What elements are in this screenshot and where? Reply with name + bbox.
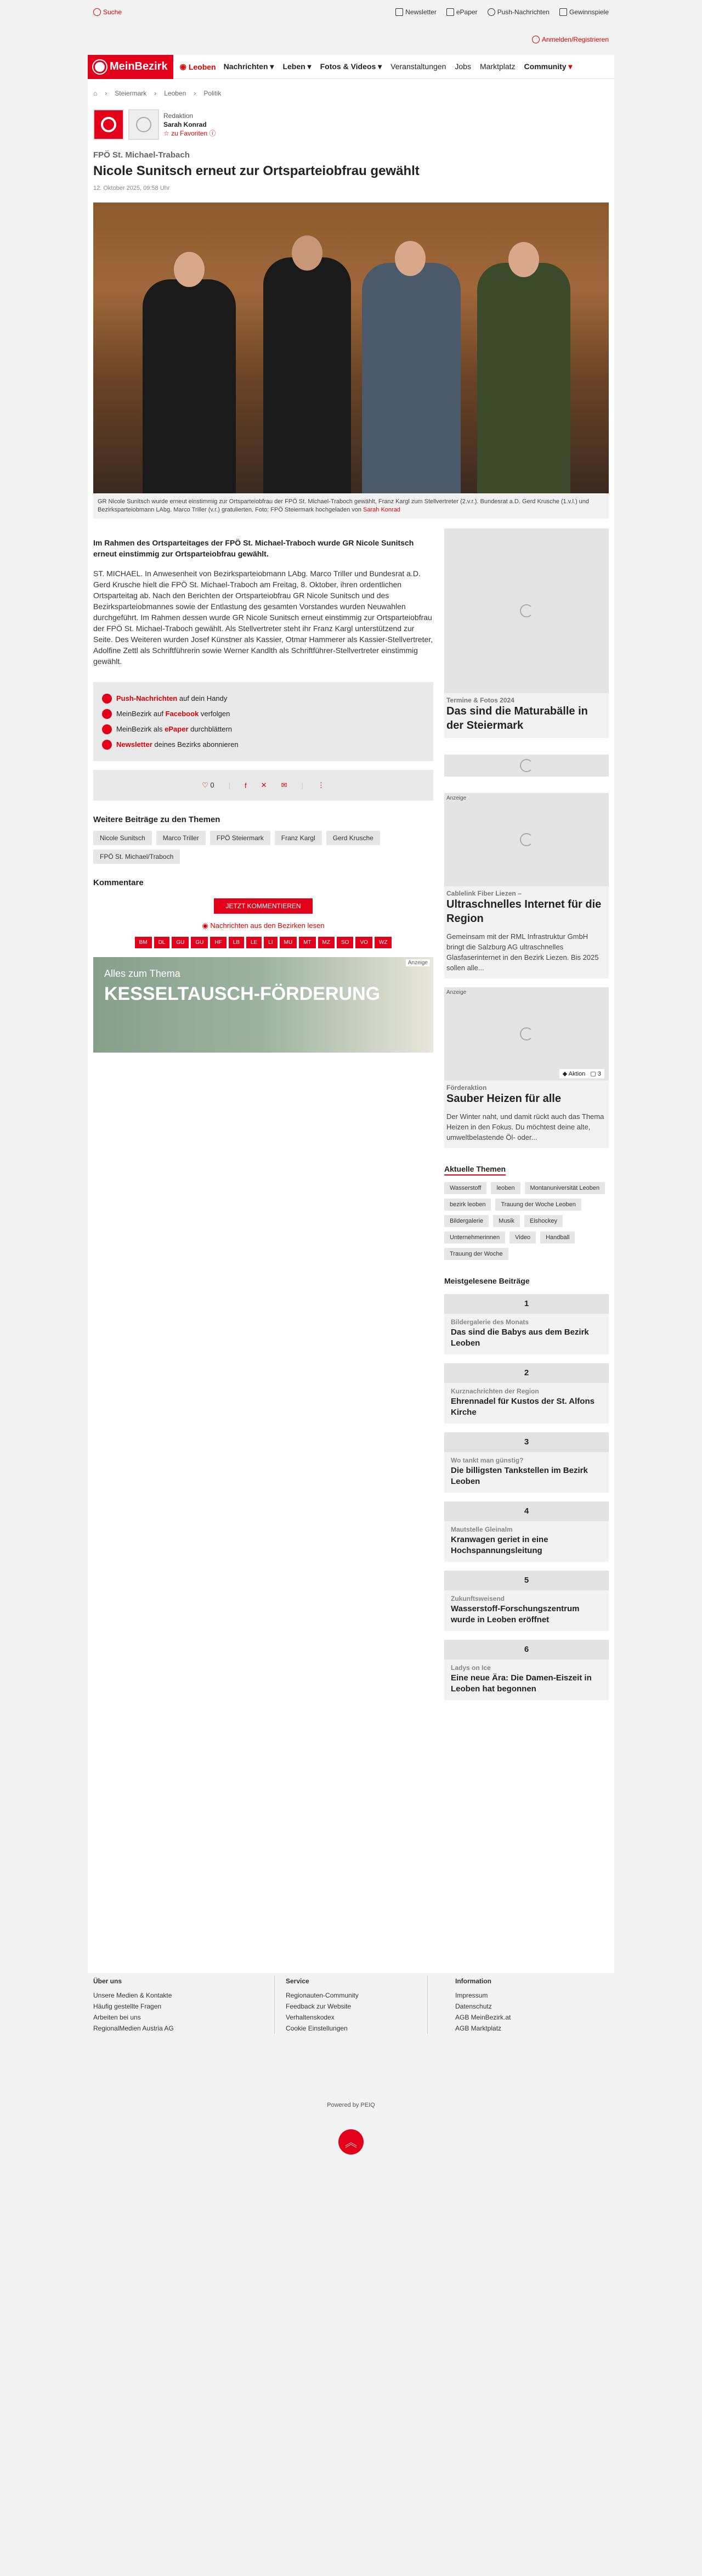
sidebar-ad-teaser[interactable]: Anzeige ◆ Aktion ▢ 3 Förderaktion Sauber Heizen für alle Der Winter naht, und damit rückt auch das Thema Heizen in den Fokus. Du möchtest deine alte, umweltbelastende Öl- oder... xyxy=(444,987,609,1148)
newspaper-icon xyxy=(446,8,454,16)
loading-spinner-icon xyxy=(520,604,533,617)
page xyxy=(88,0,614,1973)
most-read-item[interactable]: 6 Ladys on Ice Eine neue Ära: Die Damen-Eiszeit in Leoben hat begonnen xyxy=(444,1640,609,1700)
teaser-image xyxy=(444,528,609,693)
tag[interactable]: Nicole Sunitsch xyxy=(93,831,152,845)
district-button[interactable]: SO xyxy=(337,937,353,948)
article-body: ST. MICHAEL. In Anwesenheit von Bezirksparteiobmann LAbg. Marco Triller und Bundesrat a.D. Gerd Krusche hielt die FPÖ St. Michael-Traboch am Freitag, 8. Oktober, ihren ordentlichen Ortsparteitag ab. Nach den Berichten der Ortsparteiobfrau GR Nicole Sunitsch und des Bezirksparteiobmannes sowie der Entlastung des gesamten Vorstandes wurden Neuwahlen durchgeführt. Im Rahmen dessen wurde GR Nicole Sunitsch erneut einstimmig zur Ortsparteiobfrau der FPÖ St. Michael-Traboch gewählt. Als Stellvertreter steht ihr Franz Kargl unterstützend zur Seite. Des Weiteren wurden Josef Künstner als Kassier, Otmar Hammerer als Kassier-Stellvertreter, Adolfine Zettl als Schriftführerin sowie Werner Kandlth als Schriftführer-Stellvertreter einstimmig gewählt. xyxy=(93,569,433,666)
main-nav xyxy=(88,55,614,79)
gift-icon xyxy=(559,8,567,16)
district-button[interactable]: BM xyxy=(135,937,152,948)
content-columns xyxy=(88,528,614,1700)
footer-link[interactable]: Cookie Einstellungen xyxy=(286,2024,348,2032)
hero-image[interactable] xyxy=(93,203,609,493)
footer-link[interactable]: Unsere Medien & Kontakte xyxy=(93,1992,172,1999)
sidebar-teaser[interactable]: Termine & Fotos 2024 Das sind die Maturabälle in der Steiermark xyxy=(444,528,609,738)
sidebar xyxy=(444,528,609,1700)
district-button[interactable]: WZ xyxy=(375,937,392,948)
district-button[interactable]: GU xyxy=(172,937,189,948)
district-button[interactable]: LI xyxy=(264,937,277,948)
login-row xyxy=(88,24,614,55)
district-button[interactable]: HF xyxy=(210,937,226,948)
action-badge: ◆ Aktion ▢ 3 xyxy=(559,1069,604,1078)
epaper-row[interactable]: MeinBezirk als ePaper durchblättern xyxy=(102,722,424,737)
person-icon xyxy=(136,117,151,132)
chevron-up-icon: ︽ xyxy=(344,2135,357,2150)
powered-by: Powered by PEIQ xyxy=(327,2102,375,2108)
teaser-image: Anzeige xyxy=(444,793,609,886)
home-icon[interactable]: ⌂ xyxy=(93,89,98,97)
district-button[interactable]: LB xyxy=(229,937,244,948)
top-bar xyxy=(88,0,614,24)
mail-share-icon[interactable]: ✉ xyxy=(281,781,287,789)
topic-tag[interactable]: bezirk leoben xyxy=(444,1199,491,1211)
footer-link[interactable]: Häufig gestellte Fragen xyxy=(93,2003,162,2010)
footer-link[interactable]: Datenschutz xyxy=(455,2003,492,2010)
topic-tag[interactable]: Montanuniversität Leoben xyxy=(525,1182,605,1194)
comments-heading: Kommentare xyxy=(93,878,144,887)
topic-tag[interactable]: Trauung der Woche xyxy=(444,1248,508,1260)
main-column xyxy=(93,528,433,1700)
search-link[interactable]: Suche xyxy=(93,8,122,16)
most-read-item[interactable]: 1 Bildergalerie des Monats Das sind die Babys aus dem Bezirk Leoben xyxy=(444,1294,609,1354)
nav-item-marktplatz[interactable]: Marktplatz xyxy=(479,62,516,71)
newsletter-link[interactable]: Newsletter xyxy=(395,8,437,16)
user-icon xyxy=(532,36,540,43)
tag[interactable]: Gerd Krusche xyxy=(326,831,380,845)
loading-spinner-icon xyxy=(520,759,533,772)
sidebar-loading-slot xyxy=(444,755,609,777)
favorite-link[interactable]: ☆ zu Favoriten ⓘ xyxy=(163,130,216,137)
district-button[interactable]: DL xyxy=(154,937,170,948)
search-icon xyxy=(93,8,101,16)
current-topics xyxy=(444,1182,609,1260)
logo-sun-icon xyxy=(93,60,106,74)
topics-heading: Aktuelle Themen xyxy=(444,1165,506,1175)
district-news-link[interactable]: ◉ Nachrichten aus den Bezirken lesen xyxy=(202,921,325,930)
location-pin-icon: ◉ xyxy=(179,62,186,71)
most-read-item[interactable]: 5 Zukunftsweisend Wasserstoff-Forschungszentrum wurde in Leoben eröffnet xyxy=(444,1571,609,1631)
tag[interactable]: Franz Kargl xyxy=(275,831,322,845)
epaper-link[interactable]: ePaper xyxy=(446,8,478,16)
district-button[interactable]: VO xyxy=(355,937,372,948)
topic-tag[interactable]: Handball xyxy=(540,1231,575,1244)
nav-menu xyxy=(224,62,573,71)
nav-item-leben[interactable]: Leben ▾ xyxy=(282,62,312,71)
brand-avatar[interactable] xyxy=(93,109,124,140)
subscribe-box xyxy=(93,682,433,761)
footer-link[interactable]: Regionauten-Community xyxy=(286,1992,359,1999)
footer-link[interactable]: Impressum xyxy=(455,1992,488,1999)
topic-tags xyxy=(93,831,433,864)
nav-item-nachrichten[interactable]: Nachrichten ▾ xyxy=(223,62,274,71)
footer-link[interactable]: RegionalMedien Austria AG xyxy=(93,2024,174,2032)
article-header xyxy=(88,150,614,519)
most-read-item[interactable]: 3 Wo tankt man günstig? Die billigsten Tankstellen im Bezirk Leoben xyxy=(444,1432,609,1493)
loading-spinner-icon xyxy=(520,1027,533,1040)
author-name[interactable]: Sarah Konrad xyxy=(163,121,207,128)
image-caption: GR Nicole Sunitsch wurde erneut einstimmig zur Ortsparteiobfrau der FPÖ St. Michael-Traboch gewählt, Franz Kargl zum Stellvertreter (2.v.r.). Bundesrat a.D. Gerd Krusche (1.v.l.) und Bezirksparteiobmann LAbg. Marco Triller (v.r.) gratulierten. Foto: FPÖ Steiermark hochgeladen von Sarah Konrad xyxy=(93,493,609,519)
article-title: Nicole Sunitsch erneut zur Ortsparteiobfrau gewählt xyxy=(93,164,420,178)
author-info: Redaktion Sarah Konrad ☆ zu Favoriten ⓘ xyxy=(163,112,216,137)
most-read-item[interactable]: 2 Kurznachrichten der Region Ehrennadel für Kustos der St. Alfons Kirche xyxy=(444,1363,609,1424)
gewinnspiele-link[interactable]: Gewinnspiele xyxy=(559,8,609,16)
breadcrumb-item[interactable]: Politik xyxy=(203,89,222,97)
footer-col-about: Über uns Unsere Medien & Kontakte Häufig gestellte Fragen Arbeiten bei uns RegionalMedien Austria AG xyxy=(93,1976,247,2034)
bell-icon xyxy=(488,8,495,16)
most-read-heading: Meistgelesene Beiträge xyxy=(444,1276,530,1285)
most-read xyxy=(444,1276,609,1700)
district-button[interactable]: MT xyxy=(299,937,315,948)
footer-link[interactable]: AGB Marktplatz xyxy=(455,2024,502,2032)
district-button[interactable]: GU xyxy=(191,937,208,948)
tag[interactable]: FPÖ St. Michael/Traboch xyxy=(93,850,180,864)
topic-tag[interactable]: Unternehmerinnen xyxy=(444,1231,505,1244)
district-button[interactable]: MZ xyxy=(318,937,335,948)
topic-tag[interactable]: Trauung der Woche Leoben xyxy=(495,1199,581,1211)
nav-item-community[interactable]: Community ▾ xyxy=(524,62,573,71)
breadcrumb: ⌂ › Steiermark › Leoben › Politik xyxy=(93,89,222,97)
facebook-row[interactable]: MeinBezirk auf Facebook verfolgen xyxy=(102,706,424,722)
teaser-image: Anzeige ◆ Aktion ▢ 3 xyxy=(444,987,609,1081)
comment-button[interactable]: JETZT KOMMENTIEREN xyxy=(214,898,313,914)
article-kicker: FPÖ St. Michael-Trabach xyxy=(93,150,190,160)
newsletter-icon xyxy=(102,740,112,750)
like-button[interactable]: ♡ 0 xyxy=(202,781,214,789)
tag[interactable]: FPÖ Steiermark xyxy=(210,831,270,845)
mail-icon xyxy=(395,8,403,16)
district-button[interactable]: MU xyxy=(280,937,297,948)
share-bar: ♡ 0 | f ✕ ✉ | ⋮ xyxy=(93,770,433,801)
footer-link[interactable]: AGB MeinBezirk.at xyxy=(455,2013,511,2021)
topic-tag[interactable]: Musik xyxy=(493,1215,520,1227)
loading-spinner-icon xyxy=(520,833,533,846)
footer-link[interactable]: Arbeiten bei uns xyxy=(93,2013,141,2021)
nav-item-veranstaltungen[interactable]: Veranstaltungen xyxy=(390,62,446,71)
more-options-icon[interactable]: ⋮ xyxy=(317,781,325,789)
scroll-to-top-button[interactable] xyxy=(338,2129,364,2155)
footer-link[interactable]: Feedback zur Website xyxy=(286,2003,352,2010)
x-share-icon[interactable]: ✕ xyxy=(261,781,267,789)
most-read-item[interactable]: 4 Mautstelle Gleinalm Kranwagen geriet in eine Hochspannungsleitung xyxy=(444,1501,609,1562)
topic-tag[interactable]: Wasserstoff xyxy=(444,1182,486,1194)
tag[interactable]: Marco Triller xyxy=(156,831,206,845)
facebook-icon xyxy=(102,709,112,719)
topic-tag[interactable]: Video xyxy=(509,1231,536,1244)
breadcrumb-item[interactable]: Steiermark xyxy=(115,89,147,97)
sidebar-ad-teaser[interactable]: Anzeige Cablelink Fiber Liezen – Ultraschnelles Internet für die Region Gemeinsam mit der RML Infrastruktur GmbH bringt die Salzburg AG ultraschnelles Glasfaserinternet in den Bezirk Liezen. Bis 2025 sollen alle... xyxy=(444,793,609,978)
logo[interactable]: MeinBezirk xyxy=(88,55,173,79)
ad-banner[interactable]: Anzeige Alles zum Thema KESSELTAUSCH-FÖRDERUNG xyxy=(93,957,433,1053)
nav-item-jobs[interactable]: Jobs xyxy=(455,62,471,71)
topic-tag[interactable]: Eishockey xyxy=(524,1215,563,1227)
article-date: 12. Oktober 2025, 09:58 Uhr xyxy=(93,185,170,192)
location-selector[interactable]: ◉ Leoben xyxy=(179,62,216,71)
login-link[interactable]: Anmelden/Registrieren xyxy=(532,36,609,43)
district-button[interactable]: LE xyxy=(246,937,262,948)
top-links xyxy=(395,8,609,16)
footer-col-service: Service Regionauten-Community Feedback zur Website Verhaltenskodex Cookie Einstellungen xyxy=(274,1976,428,2034)
sun-icon xyxy=(101,117,116,132)
topic-tag[interactable]: leoben xyxy=(491,1182,520,1194)
author-avatar[interactable] xyxy=(128,109,159,140)
push-icon xyxy=(102,694,112,704)
district-buttons xyxy=(93,937,433,948)
push-row[interactable]: Push-Nachrichten auf dein Handy xyxy=(102,691,424,706)
topic-tag[interactable]: Bildergalerie xyxy=(444,1215,489,1227)
epaper-icon xyxy=(102,724,112,734)
footer-link[interactable]: Verhaltenskodex xyxy=(286,2013,335,2021)
uploader-link[interactable]: Sarah Konrad xyxy=(363,507,400,513)
article-lead: Im Rahmen des Ortsparteitages der FPÖ St. Michael-Traboch wurde GR Nicole Sunitsch erneut einstimmig zur Ortsparteiobfrau gewählt. xyxy=(93,538,414,558)
author-box xyxy=(88,108,614,142)
newsletter-row[interactable]: Newsletter deines Bezirks abonnieren xyxy=(102,737,424,752)
more-heading: Weitere Beiträge zu den Themen xyxy=(93,815,220,824)
footer-col-info: Information Impressum Datenschutz AGB MeinBezirk.at AGB Marktplatz xyxy=(455,1976,609,2034)
facebook-share-icon[interactable]: f xyxy=(245,781,247,790)
breadcrumb-item[interactable]: Leoben xyxy=(164,89,186,97)
push-link[interactable]: Push-Nachrichten xyxy=(488,8,550,16)
nav-item-fotos[interactable]: Fotos & Videos ▾ xyxy=(320,62,382,71)
footer xyxy=(88,1976,614,2034)
